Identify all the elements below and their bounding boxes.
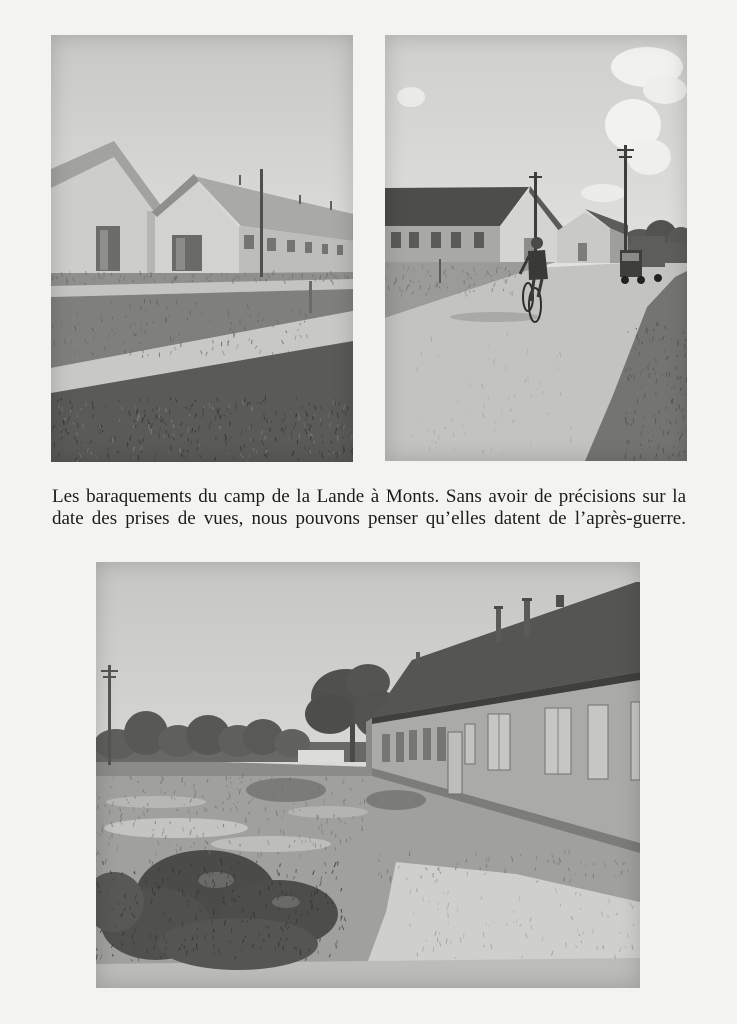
grass-blade <box>161 420 162 422</box>
grass-blade <box>206 809 207 813</box>
grass-blade <box>486 273 487 278</box>
grass-blade <box>456 867 457 870</box>
grass-blade <box>610 892 611 895</box>
weeds <box>366 790 426 810</box>
grass-blade <box>314 444 315 446</box>
grass-blade <box>396 277 397 282</box>
grass-blade <box>648 366 649 369</box>
grass-blade <box>581 941 582 944</box>
barrack-long-window <box>474 232 484 248</box>
barrack-center-window <box>267 238 276 251</box>
grass-blade <box>182 889 183 894</box>
grass-blade <box>296 414 297 418</box>
grass-blade <box>155 821 156 824</box>
barrack-door <box>448 732 462 794</box>
grass-blade <box>74 421 75 423</box>
grass-blade <box>564 877 565 881</box>
grass-blade <box>460 937 461 943</box>
barrack-center-window <box>305 242 312 253</box>
grass-blade <box>625 946 626 948</box>
grass-blade <box>88 342 89 344</box>
grass-blade <box>491 275 492 277</box>
grass-blade <box>297 440 298 444</box>
grass-blade <box>486 923 487 925</box>
grass-blade <box>451 940 452 944</box>
grass-blade <box>252 798 253 800</box>
barrack-shutter <box>465 724 475 764</box>
telegraph-crossarm <box>101 670 118 672</box>
grass-blade <box>143 350 144 353</box>
grass-blade <box>164 934 165 939</box>
grass-blade <box>417 953 418 957</box>
chimney <box>524 600 530 638</box>
grass-blade <box>268 886 269 890</box>
barrack-shutter <box>631 702 640 780</box>
grass-blade <box>674 446 675 448</box>
grass-blade <box>299 310 300 315</box>
grass-blade <box>337 436 338 441</box>
grass-blade <box>343 445 344 449</box>
caption-line-2: date des prises de vues, nous pouvons penser qu’elles datent de l’après-guerre. <box>52 508 686 529</box>
cyclist-head <box>531 237 543 249</box>
barrack-shutter <box>588 705 608 779</box>
grass-blade <box>282 816 283 819</box>
grass-blade <box>320 275 321 280</box>
grass-blade <box>626 453 627 458</box>
grass-blade <box>337 424 338 426</box>
grass-blade <box>124 276 125 281</box>
grass-blade <box>318 950 319 954</box>
grass-blade <box>336 876 337 879</box>
grass-blade <box>193 935 194 940</box>
grass-blade <box>323 457 324 459</box>
grass-blade <box>213 347 214 351</box>
grass-blade <box>300 950 301 955</box>
grass-blade <box>78 323 79 325</box>
grass-blade <box>82 425 83 430</box>
barrack-center-window <box>322 244 328 254</box>
grass-blade <box>171 403 172 405</box>
grass-blade <box>667 385 668 387</box>
grass-blade <box>338 861 339 865</box>
telegraph-pole <box>624 145 627 267</box>
grass-blade <box>322 441 323 444</box>
grass-blade <box>663 448 664 453</box>
grass-blade <box>240 321 241 325</box>
grass-blade <box>401 294 402 297</box>
caption-line-1: Les baraquements du camp de la Lande à Monts. Sans avoir de précisions sur la <box>52 486 686 507</box>
barrack-far <box>557 209 628 263</box>
grass-blade <box>298 329 299 331</box>
photo-cyclist-camp-road-image <box>385 35 687 461</box>
grass-blade <box>566 942 567 947</box>
grass-blade <box>232 898 233 900</box>
photo-barracks-gable-ends <box>51 35 353 462</box>
barrack-window <box>382 734 390 762</box>
grass-blade <box>344 274 345 278</box>
telegraph-crossarm <box>529 176 542 178</box>
grass-blade <box>252 340 253 344</box>
fence-post <box>309 281 312 313</box>
grass-blade <box>99 275 100 279</box>
grass-blade <box>198 890 199 894</box>
grass-blade <box>664 349 665 353</box>
grass-blade <box>56 276 57 279</box>
grass-blade <box>615 860 616 863</box>
grass-blade <box>228 798 229 800</box>
barrack-center-window <box>337 245 343 255</box>
grass-blade <box>77 414 78 418</box>
grass-blade <box>420 285 421 289</box>
barrack-long-window <box>391 232 401 248</box>
grass-blade <box>296 946 297 950</box>
grass-blade <box>484 404 485 409</box>
grass-blade <box>102 824 103 829</box>
grass-blade <box>289 779 290 782</box>
grass-blade <box>132 934 133 939</box>
grass-blade <box>467 277 468 279</box>
grass-blade <box>196 944 197 948</box>
chimney <box>556 595 564 607</box>
truck-wheel <box>621 276 629 284</box>
grass-blade <box>341 820 342 823</box>
caption <box>52 486 686 530</box>
grass-blade <box>92 401 93 406</box>
grass-blade <box>336 943 337 948</box>
grass-blade <box>326 777 327 780</box>
grass-blade <box>105 346 106 351</box>
grass-blade <box>113 777 114 779</box>
barrack-long-window <box>431 232 441 248</box>
barrack-window <box>409 730 417 760</box>
telegraph-crossarm <box>619 156 632 158</box>
grass-blade <box>430 284 431 289</box>
truck-wheel <box>637 276 645 284</box>
grass-blade <box>314 440 315 443</box>
barrack-center-window <box>244 235 254 249</box>
grass-blade <box>439 867 440 870</box>
grass-blade <box>516 919 517 923</box>
grass-blade <box>328 902 329 904</box>
grass-blade <box>409 852 410 857</box>
grass-blade <box>430 275 431 277</box>
light-patch <box>288 806 368 818</box>
truck-windshield <box>622 253 639 261</box>
grass-blade <box>419 281 420 283</box>
grass-blade <box>436 283 437 287</box>
telegraph-crossarm <box>103 676 116 678</box>
grass-blade <box>105 804 106 807</box>
barrack-center-window <box>287 240 295 252</box>
cloud <box>397 87 425 107</box>
grass-blade <box>676 366 677 370</box>
grass-blade <box>213 407 214 410</box>
light-patch <box>104 818 248 838</box>
barrack-long-window <box>409 232 419 248</box>
grass-blade <box>448 913 449 918</box>
road-shadow <box>450 312 540 322</box>
chimney <box>496 608 501 642</box>
grass-blade <box>195 303 196 305</box>
grass-blade <box>273 325 274 327</box>
grass-blade <box>270 428 271 432</box>
grass-blade <box>503 289 504 291</box>
cloud <box>643 76 687 104</box>
grass-blade <box>639 339 640 344</box>
grass-blade <box>151 899 152 904</box>
grass-blade <box>576 892 577 895</box>
telegraph-pole-post <box>108 665 111 765</box>
barrack-far-door <box>578 243 587 261</box>
grass-blade <box>428 288 429 291</box>
grass-blade <box>336 275 337 278</box>
grass-blade <box>197 947 198 951</box>
barrack-window <box>423 728 431 760</box>
grass-blade <box>165 277 166 281</box>
grass-blade <box>426 940 427 942</box>
bush-highlight <box>272 896 300 908</box>
telegraph-pole <box>260 169 263 277</box>
grass-blade <box>223 808 224 812</box>
distant-house <box>298 750 344 762</box>
grass-blade <box>503 453 504 455</box>
grass-blade <box>204 867 205 871</box>
grass-blade <box>245 820 246 823</box>
fence-post <box>439 259 441 283</box>
grass-blade <box>150 430 151 432</box>
chimney-cap <box>494 606 503 609</box>
telegraph-crossarm <box>617 149 634 151</box>
grass-blade <box>448 891 449 896</box>
grass-blade <box>162 879 163 883</box>
truck-wheel <box>654 274 662 282</box>
barrack-window <box>396 732 404 762</box>
grass-blade <box>301 914 302 917</box>
clouds <box>397 47 687 202</box>
bush-highlight <box>198 872 234 888</box>
grass-blade <box>434 430 435 435</box>
grass-blade <box>280 830 281 834</box>
grass-blade <box>294 947 295 949</box>
photo-cyclist-camp-road <box>385 35 687 461</box>
grass-blade <box>159 431 160 433</box>
barrack-end-wall <box>366 718 372 772</box>
grass-blade <box>166 409 167 413</box>
grass-blade <box>107 892 108 894</box>
grass-blade <box>267 418 268 423</box>
grass-blade <box>379 860 380 862</box>
grass-blade <box>334 275 335 279</box>
photo-barracks-gable-ends-image <box>51 35 353 462</box>
grass-blade <box>140 448 141 452</box>
grass-blade <box>105 406 106 409</box>
grass-blade <box>230 328 231 331</box>
cloud <box>581 184 625 202</box>
grass-blade <box>291 436 292 439</box>
grass-blade <box>527 349 528 354</box>
grass-blade <box>54 442 55 447</box>
grass-blade <box>443 283 444 285</box>
grass-blade <box>221 870 222 875</box>
roof-vent-post <box>239 175 241 185</box>
grass-blade <box>241 318 242 321</box>
grass-blade <box>227 882 228 886</box>
grass-blade <box>472 406 473 409</box>
photo-barrack-and-field-image <box>96 562 640 988</box>
grass-blade <box>191 441 192 444</box>
chimney <box>416 652 420 664</box>
grass-blade <box>525 379 526 382</box>
photo-barrack-and-field <box>96 562 640 988</box>
grass-blade <box>204 807 205 811</box>
grass-blade <box>231 867 232 869</box>
grass-blade <box>191 863 192 866</box>
grass-blade <box>453 433 454 438</box>
grass-blade <box>282 784 283 789</box>
grass-blade <box>331 271 332 276</box>
grass-blade <box>264 416 265 420</box>
grass-blade <box>185 455 186 458</box>
grass-blade <box>228 309 229 314</box>
grass-blade <box>119 834 120 836</box>
roof-vent-post <box>330 201 332 210</box>
grass-blade <box>331 280 332 282</box>
barrack-left-door-leaf <box>100 230 108 270</box>
barrack-left-wall-edge <box>147 211 155 273</box>
grass-blade <box>75 350 76 355</box>
grass-blade <box>633 924 634 926</box>
grass-blade <box>52 429 53 431</box>
grass-blade <box>571 917 572 920</box>
roof-vent-post <box>299 195 301 204</box>
grass-blade <box>240 911 241 913</box>
grass-blade <box>236 404 237 409</box>
grass-blade <box>136 425 137 429</box>
weeds <box>246 778 326 802</box>
grass-blade <box>108 456 109 459</box>
grass-blade <box>421 352 422 356</box>
grass-blade <box>332 410 333 415</box>
grass-blade <box>226 776 227 781</box>
grass-blade <box>593 874 594 878</box>
grass-blade <box>256 861 257 864</box>
barrack-left <box>51 141 162 273</box>
grass-blade <box>309 427 310 432</box>
grass-blade <box>148 803 149 806</box>
barrack-window <box>437 727 446 761</box>
grass-blade <box>324 799 325 804</box>
grass-blade <box>320 844 321 848</box>
grass-blade <box>466 859 467 863</box>
grass-blade <box>580 908 581 910</box>
grass-blade <box>135 405 136 410</box>
large-tree-trunk <box>350 722 355 762</box>
grass-blade <box>251 438 252 441</box>
grass-blade <box>62 280 63 283</box>
light-patch <box>106 796 206 808</box>
grass-blade <box>514 910 515 913</box>
grass-blade <box>112 834 113 838</box>
grass-blade <box>510 292 511 294</box>
cloud <box>627 139 671 175</box>
grass-blade <box>70 410 71 413</box>
grass-blade <box>665 406 666 411</box>
barrack-center-door-leaf <box>176 238 185 270</box>
grass-blade <box>213 880 214 883</box>
grass-blade <box>521 854 522 856</box>
grass-blade <box>672 454 673 456</box>
grass-blade <box>217 827 218 829</box>
grass-blade <box>184 895 185 897</box>
grass-blade <box>134 942 135 945</box>
grass-blade <box>427 428 428 432</box>
grass-blade <box>344 778 345 784</box>
grass-blade <box>166 941 167 944</box>
grass-blade <box>362 826 363 831</box>
grass-blade <box>161 789 162 793</box>
grass-blade <box>302 406 303 409</box>
grass-blade <box>150 299 151 304</box>
grass-blade <box>403 275 404 280</box>
chimney-cap <box>522 598 532 601</box>
grass-blade <box>241 454 242 456</box>
grass-blade <box>119 279 120 283</box>
barrack-center <box>152 174 353 273</box>
grass-blade <box>197 935 198 940</box>
barrack-long-window <box>451 232 461 248</box>
large-tree-crown <box>305 694 355 734</box>
cyclist-torso <box>528 250 548 280</box>
grass-blade <box>310 900 311 903</box>
ground <box>51 269 353 462</box>
grass-blade <box>437 938 438 943</box>
